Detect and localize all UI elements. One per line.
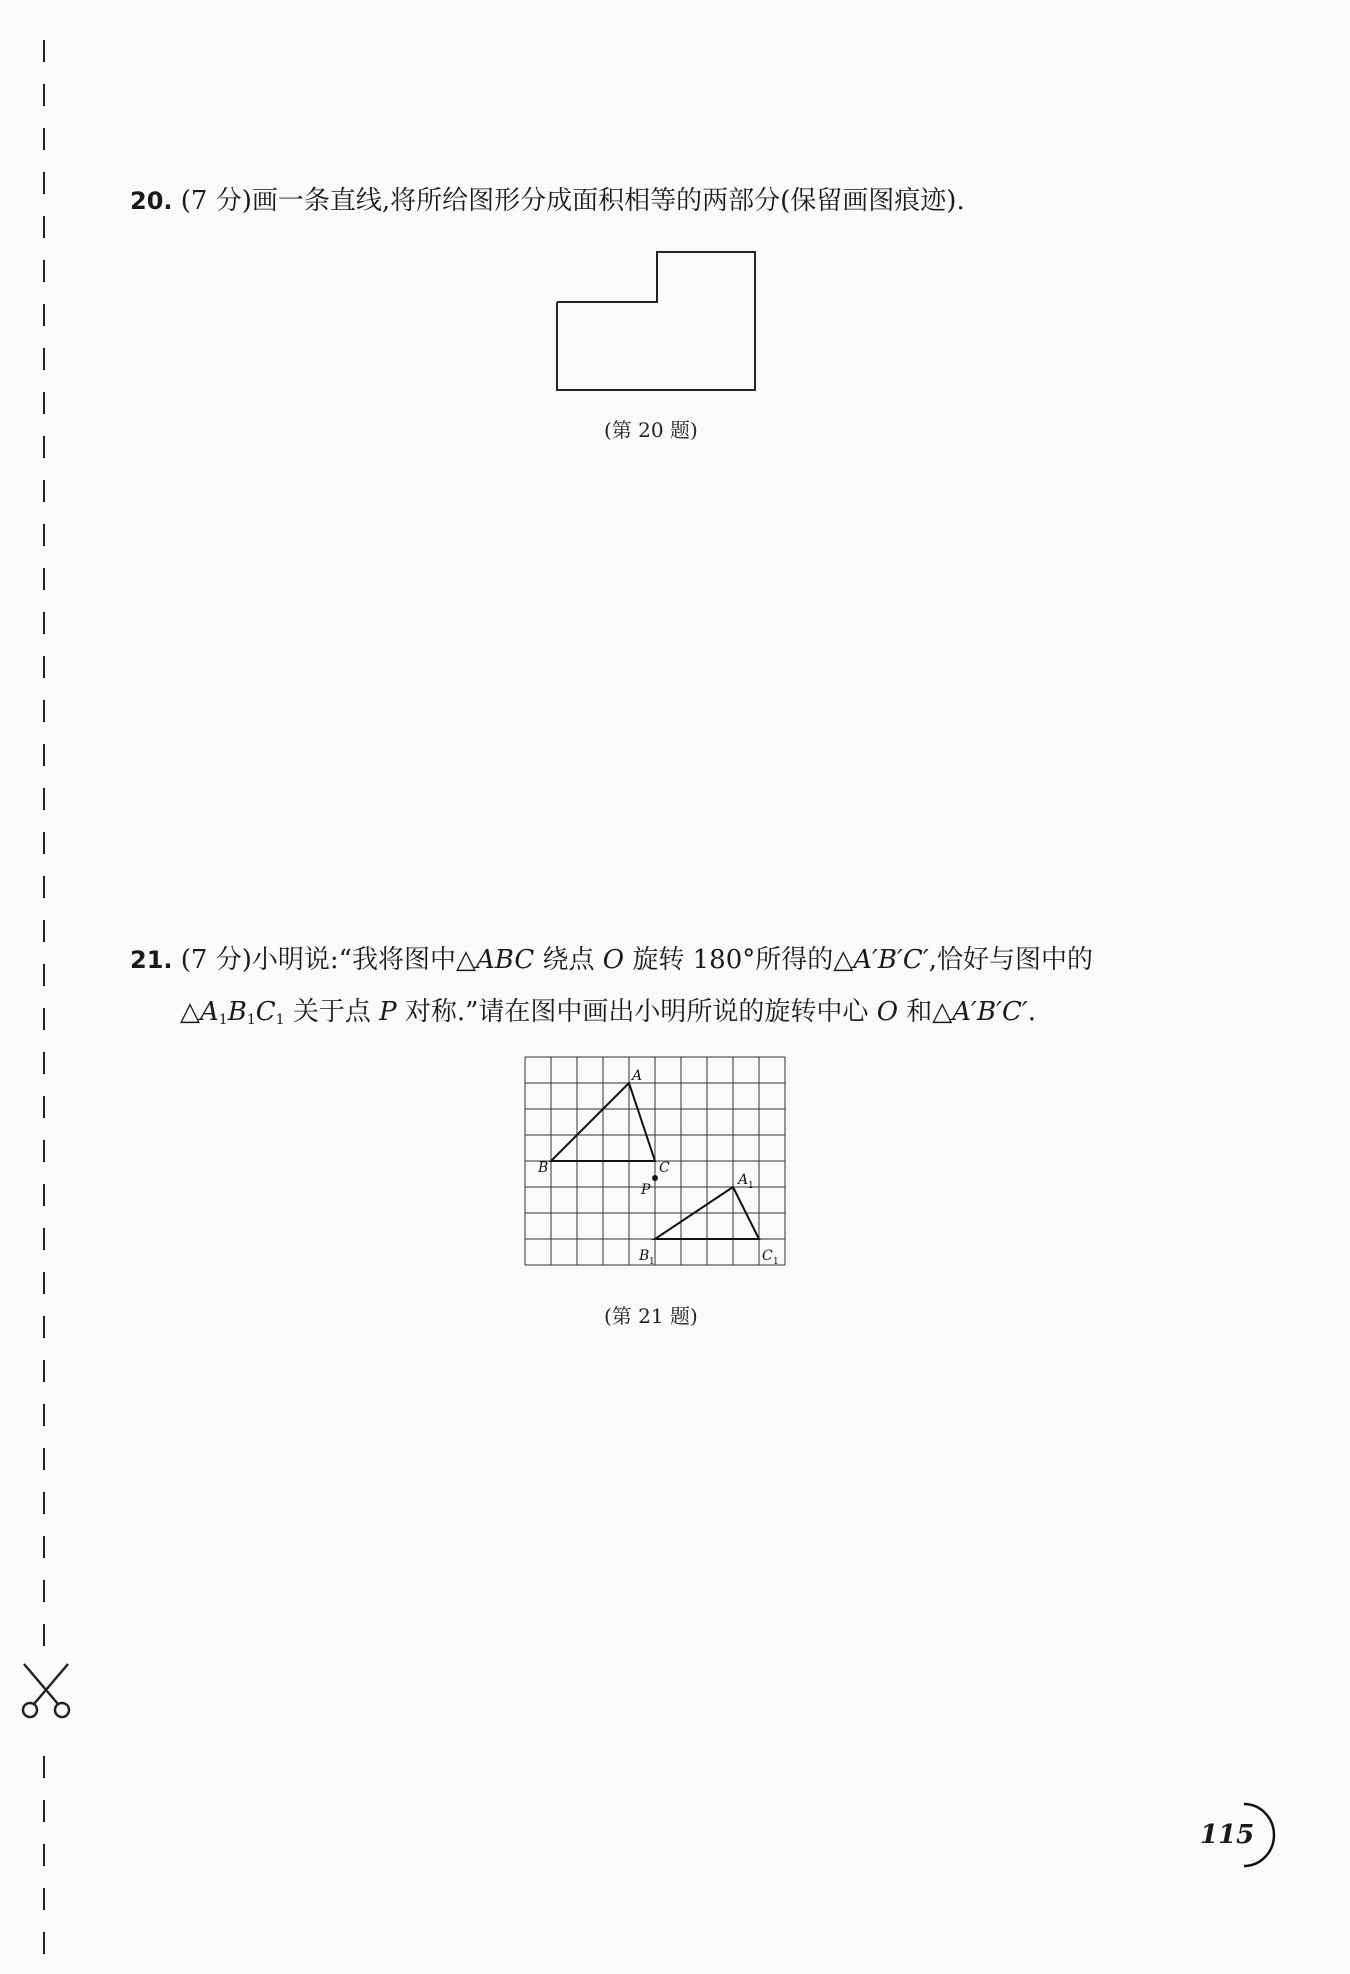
subscript: 1	[246, 1012, 256, 1028]
cut-line-dash	[43, 1008, 45, 1030]
cut-line-dash	[43, 612, 45, 634]
cut-line-dash	[43, 84, 45, 106]
text: 和△	[898, 997, 953, 1027]
question-points: (7 分)	[180, 945, 252, 975]
page-number: 115	[1200, 1820, 1255, 1850]
cut-line-dash	[43, 40, 45, 62]
text: .	[1027, 997, 1037, 1027]
text: ,恰好与图中的	[928, 945, 1093, 975]
subscript: 1	[218, 1012, 228, 1028]
question-number: 21.	[130, 946, 173, 974]
cut-line-dash	[43, 1228, 45, 1250]
cut-line-dash	[43, 656, 45, 678]
scissors-icon	[18, 1660, 74, 1720]
cut-line-dash	[43, 1140, 45, 1162]
cut-line-dash	[43, 964, 45, 986]
cut-line-dash	[43, 1888, 45, 1910]
cut-line-dash	[43, 1360, 45, 1382]
cut-line-dash	[43, 832, 45, 854]
cut-line-dash	[43, 788, 45, 810]
page-number-arc	[1240, 1800, 1280, 1870]
question-line-2	[130, 986, 1230, 1046]
cut-line-dash	[43, 568, 45, 590]
cut-line-dash	[43, 436, 45, 458]
label-a1-sub: 1	[748, 1181, 754, 1191]
math-p: P	[379, 997, 397, 1027]
math-a1: A	[200, 997, 219, 1027]
math-b1: B	[227, 997, 247, 1027]
cut-line-dash	[43, 1624, 45, 1646]
text: 绕点	[534, 945, 603, 975]
text: 旋转 180°所得的△	[624, 945, 854, 975]
cut-line-dash	[43, 1096, 45, 1118]
label-b: B	[538, 1160, 549, 1176]
cut-line-dash	[43, 1052, 45, 1074]
math-abc: ABC	[475, 945, 535, 975]
question-number: 20.	[130, 187, 173, 215]
cut-line-dash	[43, 1316, 45, 1338]
question-line-1	[130, 934, 1230, 986]
math-a-prime: A′B′C′	[952, 997, 1028, 1027]
cut-line-dash	[43, 128, 45, 150]
cut-line-dash	[43, 260, 45, 282]
cut-line-dash	[43, 920, 45, 942]
figure-caption-20: (第 20 题)	[604, 418, 698, 442]
cut-line-dash	[43, 1580, 45, 1602]
figure-caption-21: (第 21 题)	[604, 1304, 698, 1328]
text: 小明说:“我将图中△	[251, 945, 476, 975]
cut-line-dash	[43, 304, 45, 326]
cut-line-dash	[43, 216, 45, 238]
cut-line-dash	[43, 1756, 45, 1778]
label-a: A	[632, 1068, 643, 1084]
cut-line-dash	[43, 172, 45, 194]
text: △	[180, 997, 200, 1027]
cut-line-dash	[43, 1800, 45, 1822]
question-21	[130, 934, 1230, 1046]
cut-line-dash	[43, 524, 45, 546]
point-p	[652, 1175, 658, 1181]
question-20	[130, 175, 965, 227]
math-a-prime: A′B′C′	[853, 945, 929, 975]
label-b1: B	[639, 1248, 650, 1264]
label-c1-sub: 1	[773, 1257, 779, 1267]
cut-line-dash	[43, 1272, 45, 1294]
cut-line-dash	[43, 1404, 45, 1426]
label-a1: A	[738, 1172, 749, 1188]
cut-line-dash	[43, 1492, 45, 1514]
text: 对称.”请在图中画出小明所说的旋转中心	[396, 997, 877, 1027]
cut-line-dash	[43, 1184, 45, 1206]
math-o: O	[602, 945, 625, 975]
label-b1-sub: 1	[649, 1257, 655, 1267]
cut-line-dash	[43, 700, 45, 722]
math-c1: C	[255, 997, 276, 1027]
grid-figure	[520, 1050, 790, 1282]
label-p: P	[641, 1182, 651, 1198]
l-shape-figure	[555, 248, 761, 394]
text: 关于点	[284, 997, 380, 1027]
cut-line-dash	[43, 348, 45, 370]
cut-line-dash	[43, 1536, 45, 1558]
cut-line-dash	[43, 744, 45, 766]
cut-line-dash	[43, 1932, 45, 1954]
math-o: O	[876, 997, 899, 1027]
cut-line-dash	[43, 1448, 45, 1470]
label-c1: C	[762, 1248, 773, 1264]
subscript: 1	[275, 1012, 285, 1028]
cut-line-dash	[43, 876, 45, 898]
cut-line-dash	[43, 480, 45, 502]
question-text: 画一条直线,将所给图形分成面积相等的两部分(保留画图痕迹).	[251, 186, 965, 216]
label-c: C	[659, 1160, 670, 1176]
cut-line-dash	[43, 1844, 45, 1866]
cut-line-dash	[43, 392, 45, 414]
question-points: (7 分)	[180, 186, 252, 216]
